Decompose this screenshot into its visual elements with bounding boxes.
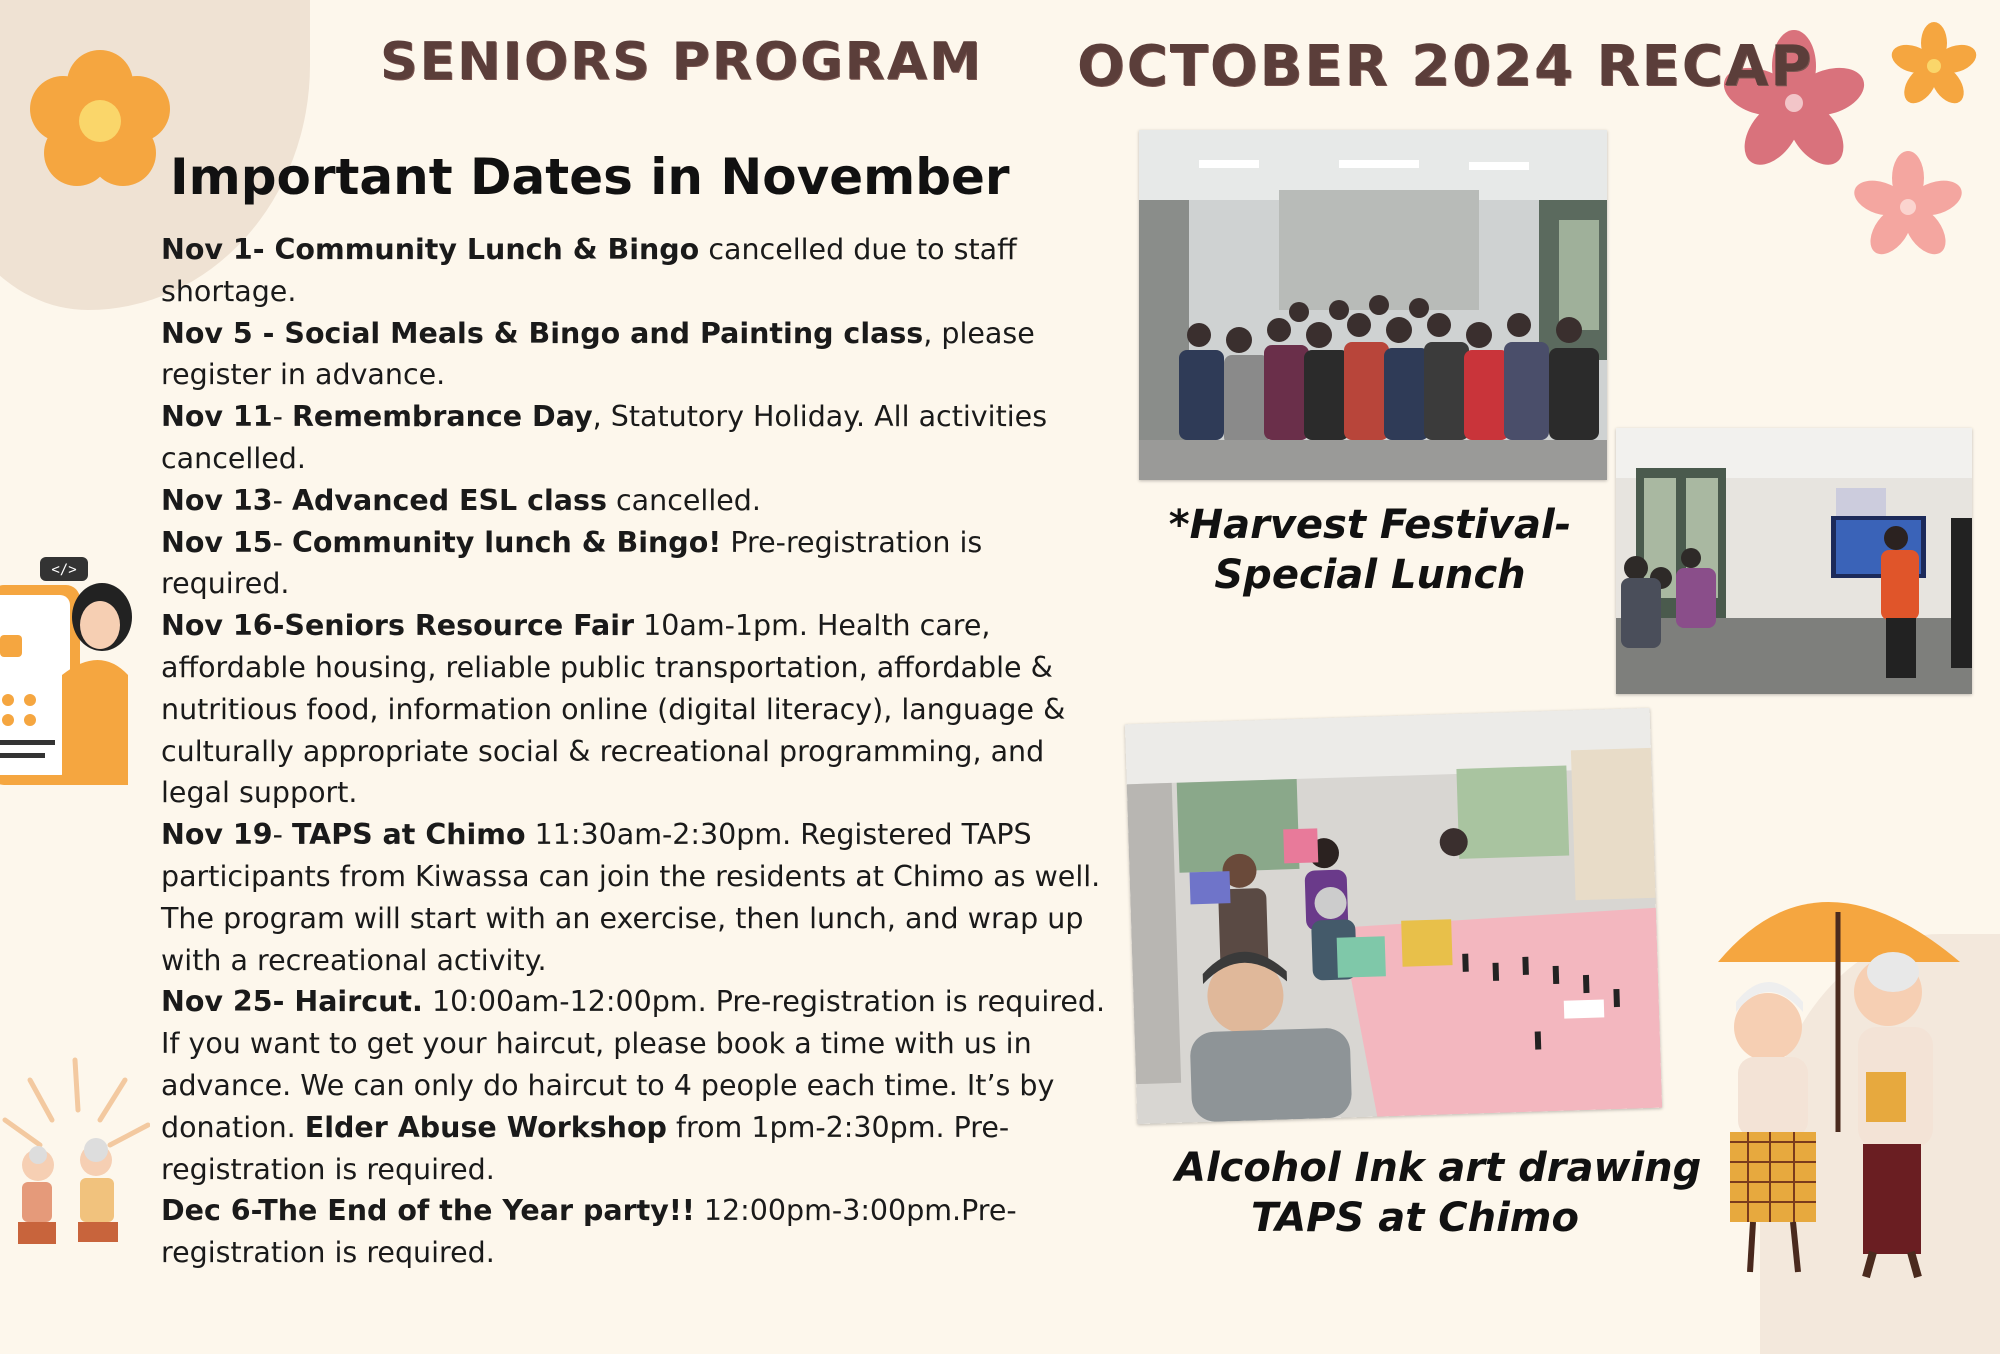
section-title: Important Dates in November <box>170 148 1010 206</box>
svg-text:</>: </> <box>51 562 77 578</box>
harvest-festival-photo <box>1139 130 1607 480</box>
event-separator: - <box>272 818 292 852</box>
list-item <box>161 814 1106 981</box>
caption-line: *Harvest Festival- <box>1168 502 1572 548</box>
event-details: 11:30am-2:30pm. Registered TAPS participants from Kiwassa can join the residents at Chimo as well. The program will start with an exercise, then lunch, and wrap up with a recreational activity. <box>161 818 1101 977</box>
event-separator: - <box>272 483 292 517</box>
event-date: Nov 11 <box>161 400 273 434</box>
event-list <box>161 229 1106 1274</box>
flower-icon <box>25 45 175 195</box>
event-details: 10am-1pm. Health care, affordable housing, reliable public transportation, affordable & nutritious food, information online (digital literacy), language & culturally appropriate social & recreational programming, and legal support. <box>161 609 1066 810</box>
event-separator: - <box>272 525 292 559</box>
recap-heading: OCTOBER 2024 RECAP <box>1077 34 1814 99</box>
alcohol-ink-caption <box>1175 1143 1702 1243</box>
event-date-title: Nov 25- Haircut. <box>161 985 423 1019</box>
list-item <box>161 1190 1106 1274</box>
list-item <box>161 313 1106 397</box>
event-details: Pre-registration is required. <box>161 525 983 601</box>
event-details: from 1pm-2:30pm. Pre-registration is required. <box>161 1110 1010 1186</box>
seniors-umbrella-illustration <box>1698 872 1960 1294</box>
event-details: cancelled. <box>606 483 761 517</box>
program-heading: SENIORS PROGRAM <box>380 32 983 92</box>
presentation-photo <box>1616 428 1972 694</box>
event-title: Elder Abuse Workshop <box>304 1110 667 1144</box>
flower-icon <box>1848 150 1968 264</box>
event-title: TAPS at Chimo <box>291 818 526 852</box>
caption-line: TAPS at Chimo <box>1251 1195 1579 1241</box>
list-item <box>161 522 1106 606</box>
event-date-title: Nov 16-Seniors Resource Fair <box>161 609 635 643</box>
harvest-festival-caption <box>1150 500 1590 600</box>
event-details: 12:00pm-3:00pm.Pre-registration is required. <box>161 1194 1017 1270</box>
woman-with-phone-illustration <box>0 555 140 795</box>
event-date-title: Nov 1- Community Lunch & Bingo <box>161 233 700 266</box>
list-item <box>161 480 1106 522</box>
event-date-title: Nov 5 - Social Meals & Bingo and Painting class <box>161 316 924 350</box>
event-title: Community lunch & Bingo! <box>291 525 722 559</box>
flower-icon <box>1886 20 1982 112</box>
list-item <box>161 229 1106 313</box>
event-date: Nov 13 <box>161 483 273 517</box>
dancing-seniors-illustration <box>0 1050 150 1260</box>
event-date: Nov 19 <box>161 818 273 852</box>
event-separator: - <box>272 400 292 434</box>
event-date-title: Dec 6-The End of the Year party!! <box>161 1194 695 1228</box>
event-details: , please register in advance. <box>161 316 1035 392</box>
list-item <box>161 605 1106 814</box>
alcohol-ink-photo-frame <box>1131 716 1656 1116</box>
alcohol-ink-art-photo <box>1125 708 1662 1124</box>
caption-line: Special Lunch <box>1214 552 1526 598</box>
event-details: 10:00am-12:00pm. Pre-registration is required. If you want to get your haircut, please book a time with us in advance. We can only do haircut to 4 people each time. It’s by donation. <box>161 985 1106 1144</box>
caption-line: Alcohol Ink art drawing <box>1175 1145 1702 1191</box>
event-details: cancelled due to staff shortage. <box>161 233 1017 308</box>
event-title: Remembrance Day <box>291 400 593 434</box>
event-title: Advanced ESL class <box>291 483 607 517</box>
list-item <box>161 981 1106 1190</box>
event-date: Nov 15 <box>161 525 273 559</box>
event-details: , Statutory Holiday. All activities cancelled. <box>161 400 1048 475</box>
list-item <box>161 396 1106 480</box>
